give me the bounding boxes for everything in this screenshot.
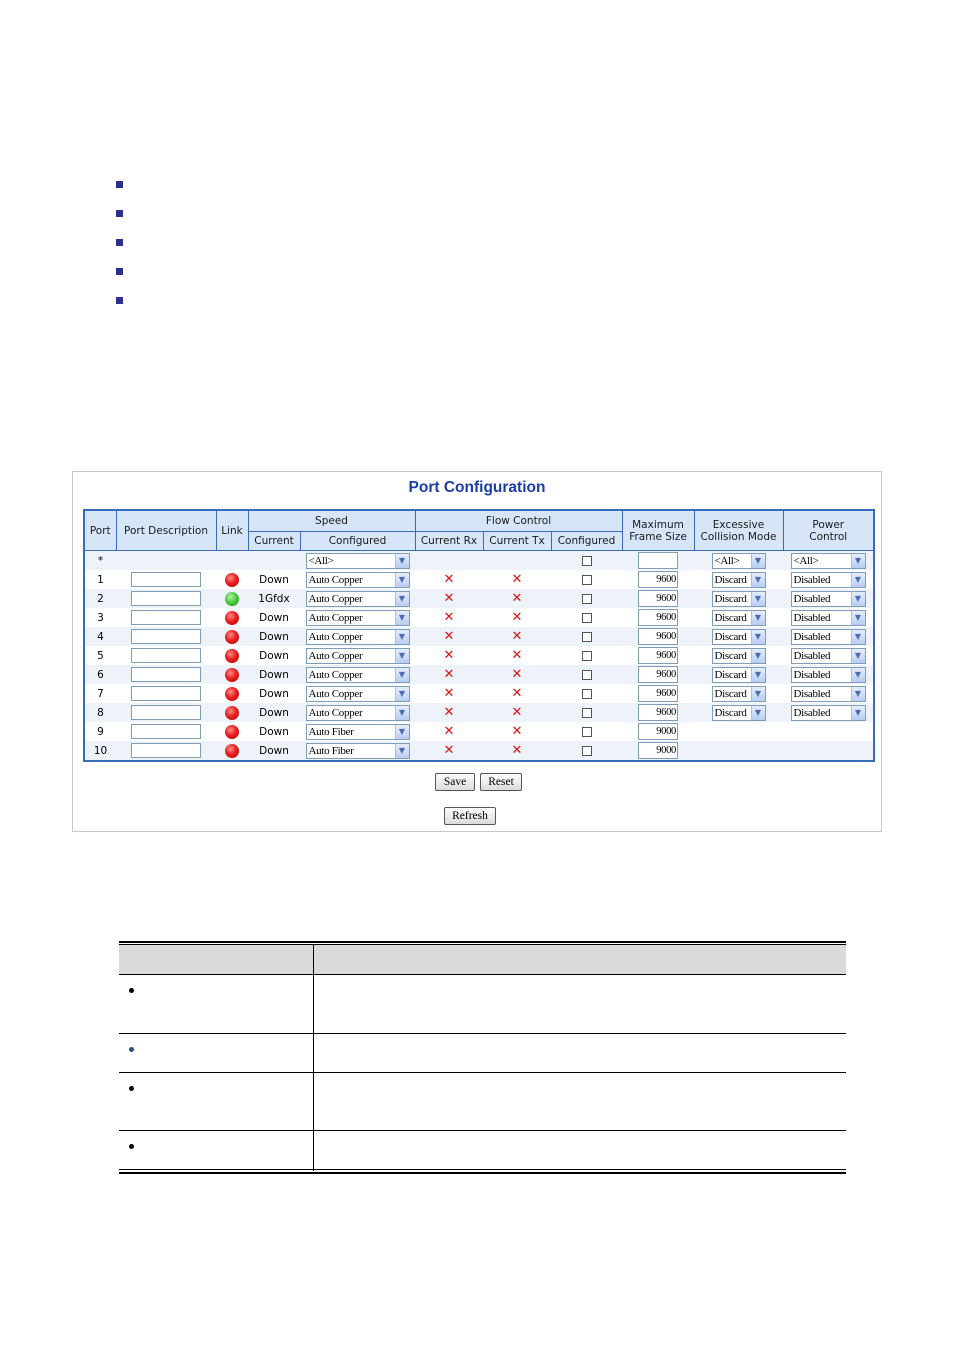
speed-current: Down (248, 570, 300, 589)
col-header-description: Port Description (116, 510, 216, 551)
chevron-down-icon: ▼ (395, 611, 409, 625)
cross-icon: ✕ (511, 685, 523, 701)
chevron-down-icon: ▼ (751, 706, 765, 720)
frame-size-input[interactable] (638, 685, 678, 702)
speed-select[interactable]: Auto Fiber ▼ (306, 743, 410, 759)
col-header-max-frame: Maximum Frame Size (622, 510, 694, 551)
speed-select-all[interactable]: <All> ▼ (306, 553, 410, 569)
chevron-down-icon: ▼ (751, 649, 765, 663)
speed-current: Down (248, 665, 300, 684)
table-header (119, 945, 846, 974)
chevron-down-icon: ▼ (851, 592, 865, 606)
bullet-marker (116, 268, 123, 275)
link-status-icon (225, 630, 239, 644)
cross-icon: ✕ (443, 666, 455, 682)
frame-size-input[interactable] (638, 704, 678, 721)
speed-select[interactable]: Auto Fiber ▼ (306, 724, 410, 740)
flow-control-checkbox[interactable] (582, 632, 592, 642)
chevron-down-icon: ▼ (751, 687, 765, 701)
frame-size-input[interactable] (638, 666, 678, 683)
frame-size-input[interactable] (638, 628, 678, 645)
speed-select[interactable]: Auto Copper ▼ (306, 686, 410, 702)
power-control-select[interactable]: Disabled ▼ (791, 667, 866, 683)
speed-current: Down (248, 627, 300, 646)
col-header-power-control: Power Control (783, 510, 874, 551)
col-header-speed: Speed (248, 510, 415, 532)
port-number: 4 (84, 627, 116, 646)
list-bullet (129, 1047, 134, 1052)
power-control-select[interactable]: Disabled ▼ (791, 572, 866, 588)
port-description-input[interactable] (131, 610, 201, 625)
save-button[interactable]: Save (435, 773, 475, 791)
speed-current: Down (248, 684, 300, 703)
port-number: 3 (84, 608, 116, 627)
port-description-input[interactable] (131, 572, 201, 587)
cross-icon: ✕ (443, 590, 455, 606)
port-number: 6 (84, 665, 116, 684)
flow-control-checkbox[interactable] (582, 670, 592, 680)
cross-icon: ✕ (511, 647, 523, 663)
list-bullet (129, 1086, 134, 1091)
speed-select[interactable]: Auto Copper ▼ (306, 591, 410, 607)
frame-size-input[interactable] (638, 742, 678, 759)
cross-icon: ✕ (511, 628, 523, 644)
frame-size-input[interactable] (638, 723, 678, 740)
cross-icon: ✕ (511, 590, 523, 606)
col-header-port: Port (84, 510, 116, 551)
cross-icon: ✕ (443, 647, 455, 663)
port-number: 8 (84, 703, 116, 722)
port-number: 9 (84, 722, 116, 741)
flow-control-checkbox[interactable] (582, 746, 592, 756)
table-row (84, 684, 874, 703)
cross-icon: ✕ (443, 609, 455, 625)
table-row (84, 608, 874, 627)
frame-size-input-all[interactable] (638, 552, 678, 569)
chevron-down-icon: ▼ (851, 554, 865, 568)
chevron-down-icon: ▼ (851, 687, 865, 701)
port-description-input[interactable] (131, 743, 201, 758)
speed-select[interactable]: Auto Copper ▼ (306, 572, 410, 588)
port-description-input[interactable] (131, 705, 201, 720)
excessive-collision-select[interactable]: Discard ▼ (712, 610, 766, 626)
excessive-collision-select[interactable]: Discard ▼ (712, 629, 766, 645)
port-number: 2 (84, 589, 116, 608)
speed-current: Down (248, 703, 300, 722)
power-select-all[interactable]: <All> ▼ (791, 553, 866, 569)
link-status-icon (225, 744, 239, 758)
excessive-collision-select[interactable]: Discard ▼ (712, 686, 766, 702)
excessive-collision-select[interactable]: Discard ▼ (712, 572, 766, 588)
col-header-flow-control: Flow Control (415, 510, 622, 532)
chevron-down-icon: ▼ (395, 668, 409, 682)
power-control-select[interactable]: Disabled ▼ (791, 705, 866, 721)
col-header-excessive-collision: Excessive Collision Mode (694, 510, 783, 551)
link-status-icon (225, 649, 239, 663)
col-header-fc-current-rx: Current Rx (415, 532, 483, 551)
cross-icon: ✕ (511, 609, 523, 625)
frame-size-input[interactable] (638, 590, 678, 607)
chevron-down-icon: ▼ (395, 687, 409, 701)
flow-control-checkbox[interactable] (582, 594, 592, 604)
table-row (84, 741, 874, 761)
cross-icon: ✕ (443, 685, 455, 701)
cross-icon: ✕ (443, 571, 455, 587)
flow-control-checkbox[interactable] (582, 651, 592, 661)
port-number: 7 (84, 684, 116, 703)
flow-control-checkbox-all[interactable] (582, 556, 592, 566)
col-header-fc-configured: Configured (551, 532, 622, 551)
bullet-marker (116, 210, 123, 217)
speed-current: Down (248, 608, 300, 627)
link-status-icon (225, 611, 239, 625)
speed-current: Down (248, 646, 300, 665)
excessive-collision-select[interactable]: Discard ▼ (712, 591, 766, 607)
col-header-speed-current: Current (248, 532, 300, 551)
flow-control-checkbox[interactable] (582, 613, 592, 623)
port-number: 10 (84, 741, 116, 761)
excessive-collision-select[interactable]: Discard ▼ (712, 667, 766, 683)
chevron-down-icon: ▼ (751, 554, 765, 568)
table-row-all (84, 551, 874, 571)
chevron-down-icon: ▼ (395, 630, 409, 644)
port-configuration-panel (72, 471, 882, 832)
table-row (84, 627, 874, 646)
col-header-speed-configured: Configured (300, 532, 415, 551)
list-bullet (129, 1144, 134, 1149)
list-bullet (129, 988, 134, 993)
power-control-select[interactable]: Disabled ▼ (791, 610, 866, 626)
flow-control-checkbox[interactable] (582, 708, 592, 718)
chevron-down-icon: ▼ (851, 630, 865, 644)
flow-control-checkbox[interactable] (582, 689, 592, 699)
speed-select[interactable]: Auto Copper ▼ (306, 610, 410, 626)
speed-select[interactable]: Auto Copper ▼ (306, 648, 410, 664)
chevron-down-icon: ▼ (851, 649, 865, 663)
port-description-input[interactable] (131, 629, 201, 644)
speed-current: Down (248, 741, 300, 761)
chevron-down-icon: ▼ (751, 573, 765, 587)
link-status-icon (225, 573, 239, 587)
chevron-down-icon: ▼ (751, 611, 765, 625)
chevron-down-icon: ▼ (395, 573, 409, 587)
link-status-icon (225, 592, 239, 606)
bullet-marker (116, 181, 123, 188)
excessive-collision-select[interactable]: Discard ▼ (712, 705, 766, 721)
port-description-input[interactable] (131, 648, 201, 663)
link-status-icon (225, 668, 239, 682)
flow-control-checkbox[interactable] (582, 727, 592, 737)
table-row (84, 646, 874, 665)
speed-select[interactable]: Auto Copper ▼ (306, 629, 410, 645)
chevron-down-icon: ▼ (851, 573, 865, 587)
cross-icon: ✕ (511, 704, 523, 720)
cross-icon: ✕ (511, 571, 523, 587)
bullet-list (116, 181, 123, 326)
speed-select[interactable]: Auto Copper ▼ (306, 705, 410, 721)
cross-icon: ✕ (443, 628, 455, 644)
chevron-down-icon: ▼ (395, 554, 409, 568)
table-row (84, 722, 874, 741)
port-description-input[interactable] (131, 591, 201, 606)
table-row (84, 589, 874, 608)
power-control-select[interactable]: Disabled ▼ (791, 648, 866, 664)
chevron-down-icon: ▼ (395, 725, 409, 739)
chevron-down-icon: ▼ (851, 668, 865, 682)
power-control-select[interactable]: Disabled ▼ (791, 591, 866, 607)
table-row (84, 703, 874, 722)
table-row (84, 665, 874, 684)
cross-icon: ✕ (511, 666, 523, 682)
speed-current: Down (248, 722, 300, 741)
excessive-collision-select[interactable]: Discard ▼ (712, 648, 766, 664)
power-control-select[interactable]: Disabled ▼ (791, 629, 866, 645)
frame-size-input[interactable] (638, 647, 678, 664)
link-status-icon (225, 706, 239, 720)
chevron-down-icon: ▼ (851, 706, 865, 720)
cross-icon: ✕ (443, 723, 455, 739)
cross-icon: ✕ (443, 704, 455, 720)
chevron-down-icon: ▼ (751, 668, 765, 682)
col-header-link: Link (216, 510, 248, 551)
cross-icon: ✕ (443, 742, 455, 758)
frame-size-input[interactable] (638, 571, 678, 588)
excessive-select-all[interactable]: <All> ▼ (712, 553, 766, 569)
speed-current: 1Gfdx (248, 589, 300, 608)
chevron-down-icon: ▼ (395, 706, 409, 720)
chevron-down-icon: ▼ (751, 630, 765, 644)
chevron-down-icon: ▼ (395, 592, 409, 606)
port-description-input[interactable] (131, 667, 201, 682)
port-number: 1 (84, 570, 116, 589)
panel-title: Port Configuration (408, 479, 546, 496)
speed-select[interactable]: Auto Copper ▼ (306, 667, 410, 683)
chevron-down-icon: ▼ (851, 611, 865, 625)
chevron-down-icon: ▼ (395, 744, 409, 758)
port-configuration-table (83, 509, 875, 762)
reset-button[interactable]: Reset (480, 773, 522, 791)
port-number: * (84, 551, 116, 571)
port-number: 5 (84, 646, 116, 665)
cross-icon: ✕ (511, 742, 523, 758)
link-status-icon (225, 725, 239, 739)
link-status-icon (225, 687, 239, 701)
table-row (84, 570, 874, 589)
col-header-fc-current-tx: Current Tx (483, 532, 551, 551)
port-description-input[interactable] (131, 724, 201, 739)
chevron-down-icon: ▼ (395, 649, 409, 663)
bullet-marker (116, 239, 123, 246)
cross-icon: ✕ (511, 723, 523, 739)
frame-size-input[interactable] (638, 609, 678, 626)
chevron-down-icon: ▼ (751, 592, 765, 606)
port-description-input[interactable] (131, 686, 201, 701)
flow-control-checkbox[interactable] (582, 575, 592, 585)
power-control-select[interactable]: Disabled ▼ (791, 686, 866, 702)
bullet-marker (116, 297, 123, 304)
refresh-button[interactable]: Refresh (444, 807, 496, 825)
